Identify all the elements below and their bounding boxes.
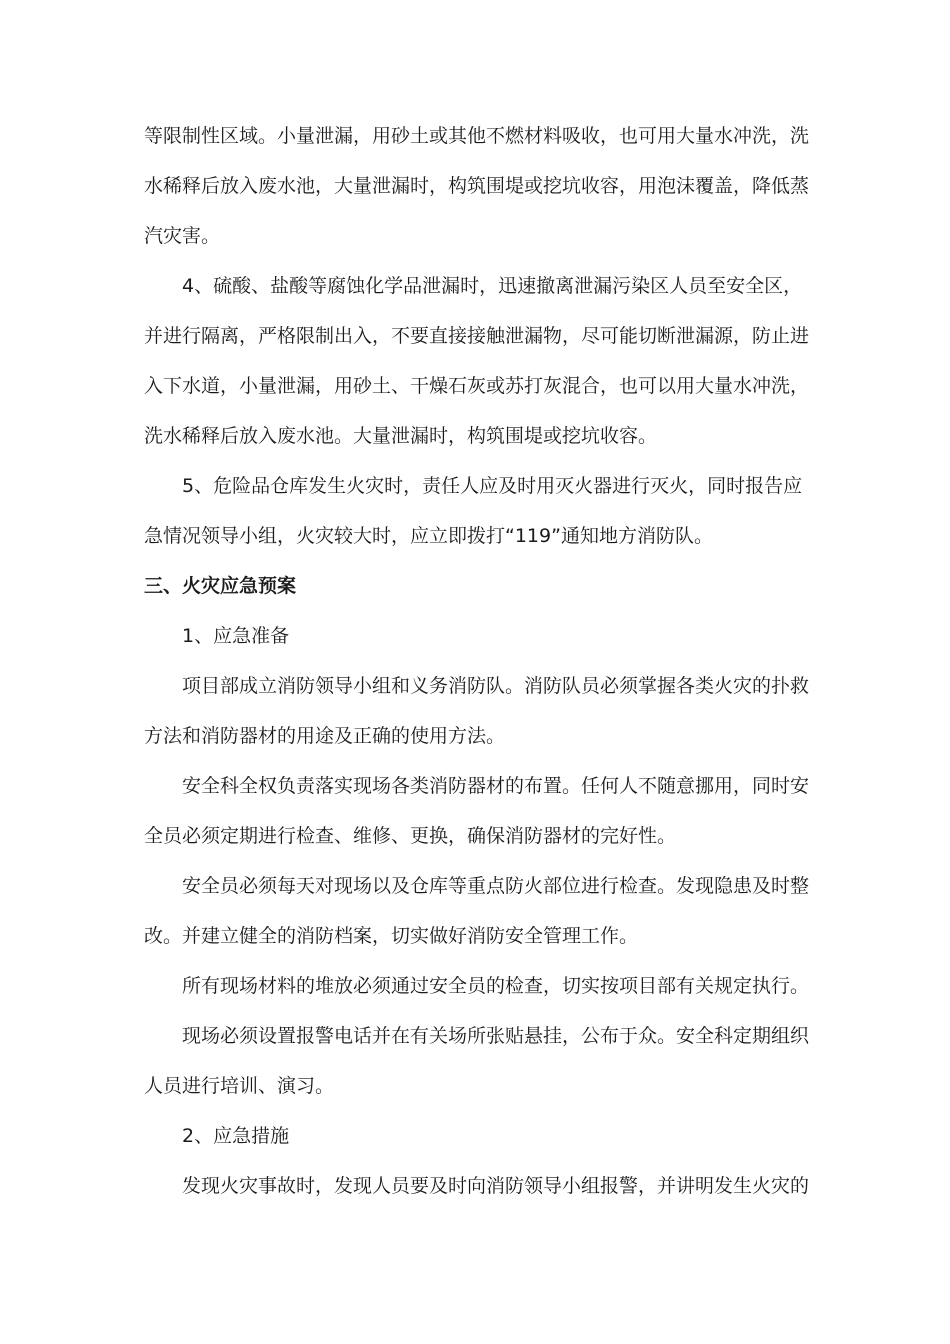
text-line: 人员进行培训、演习。 — [144, 1075, 335, 1097]
text-line: 水稀释后放入废水池，大量泄漏时，构筑围堤或挖坑收容，用泡沫覆盖，降低蒸 — [144, 175, 810, 197]
document-body — [144, 111, 810, 1211]
text-line: 4、硫酸、盐酸等腐蚀化学品泄漏时，迅速撤离泄漏污染区人员至安全区， — [182, 275, 803, 297]
section-heading: 三、火灾应急预案 — [144, 575, 297, 597]
text-line: 现场必须设置报警电话并在有关场所张贴悬挂，公布于众。安全科定期组织 — [182, 1025, 810, 1047]
text-line: 5、危险品仓库发生火灾时，责任人应及时用灭火器进行灭火，同时报告应 — [182, 475, 803, 497]
text-line: 改。并建立健全的消防档案，切实做好消防安全管理工作。 — [144, 925, 639, 947]
text-line: 等限制性区域。小量泄漏，用砂土或其他不燃材料吸收，也可用大量水冲洗，洗 — [144, 125, 810, 147]
subsection-heading: 2、应急措施 — [182, 1125, 290, 1147]
text-line: 入下水道，小量泄漏，用砂土、干燥石灰或苏打灰混合，也可以用大量水冲洗， — [144, 375, 810, 397]
text-line: 所有现场材料的堆放必须通过安全员的检查，切实按项目部有关规定执行。 — [182, 975, 810, 997]
text-line: 发现火灾事故时，发现人员要及时向消防领导小组报警，并讲明发生火灾的 — [182, 1175, 810, 1197]
text-line: 洗水稀释后放入废水池。大量泄漏时，构筑围堤或挖坑收容。 — [144, 425, 658, 447]
text-line: 汽灾害。 — [144, 225, 221, 247]
text-line: 并进行隔离，严格限制出入，不要直接接触泄漏物，尽可能切断泄漏源，防止进 — [144, 325, 810, 347]
subsection-heading: 1、应急准备 — [182, 625, 290, 647]
text-line: 安全科全权负责落实现场各类消防器材的布置。任何人不随意挪用，同时安 — [182, 775, 810, 797]
text-line: 安全员必须每天对现场以及仓库等重点防火部位进行检查。发现隐患及时整 — [182, 875, 810, 897]
text-line: 急情况领导小组，火灾较大时，应立即拨打“119”通知地方消防队。 — [144, 525, 713, 547]
text-line: 方法和消防器材的用途及正确的使用方法。 — [144, 725, 506, 747]
text-line: 项目部成立消防领导小组和义务消防队。消防队员必须掌握各类火灾的扑救 — [182, 675, 810, 697]
text-line: 全员必须定期进行检查、维修、更换，确保消防器材的完好性。 — [144, 825, 677, 847]
